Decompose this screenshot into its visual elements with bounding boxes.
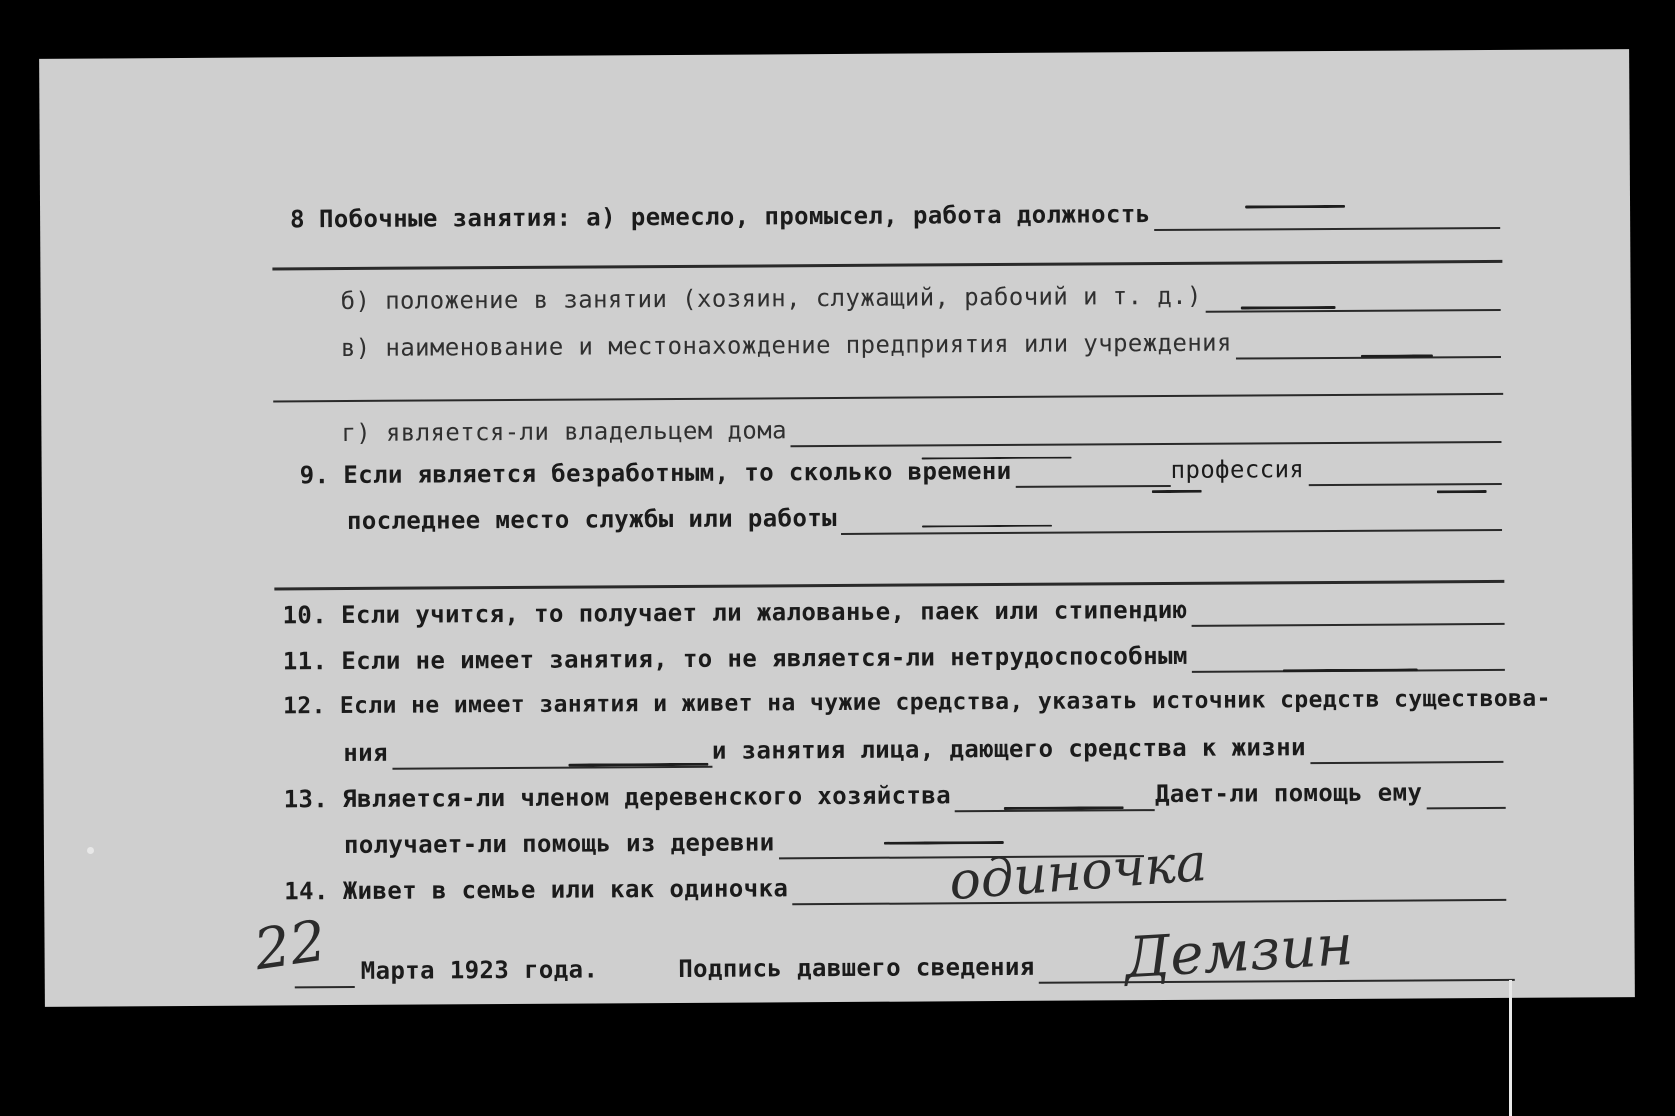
question-13a [284, 778, 1506, 825]
question-text: и занятия лица, дающего средства к жизни [711, 733, 1306, 765]
question-text: Если не имеет занятия и живет на чужие средства, указать источник средств существова- [339, 685, 1551, 720]
question-number: 14. [284, 877, 329, 906]
answer-line [791, 423, 1502, 447]
handwritten-day: 22 [250, 908, 331, 984]
answer-line [1191, 605, 1504, 627]
handwritten-answer-14: одиночка [947, 832, 1209, 913]
answer-line [1016, 467, 1171, 488]
question-text: получает-ли помощь из деревни [343, 828, 775, 860]
question-text: Если является безработным, то сколько времени [343, 456, 1012, 490]
answer-line [1310, 743, 1504, 764]
question-text: б) положение в занятии (хозяин, служащий, рабочий и т. д.) [340, 281, 1202, 316]
divider-line [274, 580, 1504, 591]
answer-dash [1361, 354, 1433, 357]
question-text: Живет в семье или как одиночка [342, 874, 789, 906]
signature-label: Подпись давшего сведения [678, 952, 1035, 983]
divider-line [273, 393, 1503, 403]
question-text: Если учится, то получает ли жалованье, паек или стипендию [340, 595, 1188, 630]
footer-date: Марта 1923 года. [360, 955, 599, 985]
question-11 [283, 640, 1505, 687]
question-8b [341, 280, 1501, 327]
question-9a [300, 454, 1502, 501]
question-number: 8 [290, 205, 306, 234]
question-14 [284, 870, 1506, 917]
question-number: 12. [282, 693, 326, 720]
faint-stamp-mark [692, 551, 703, 591]
punch-dot [87, 847, 94, 854]
answer-line [1154, 209, 1500, 231]
answer-line [392, 748, 712, 770]
questionnaire-card [39, 49, 1635, 1007]
question-10 [282, 594, 1504, 641]
question-number: 10. [282, 601, 328, 630]
question-text: профессия [1170, 455, 1305, 484]
divider-line [272, 260, 1502, 271]
answer-line [1426, 789, 1505, 809]
answer-dash [1152, 490, 1202, 493]
answer-line [1308, 465, 1502, 486]
question-12 [282, 685, 1551, 734]
question-9b [347, 500, 1502, 547]
answer-line [841, 511, 1502, 535]
answer-dash [1241, 306, 1336, 310]
question-number: 11. [282, 647, 328, 676]
edge-mark [1509, 980, 1512, 1116]
question-text: Дает-ли помощь ему [1154, 778, 1423, 809]
handwritten-signature: Демзин [1122, 912, 1355, 992]
question-text: г) является-ли владельцем дома [341, 416, 787, 448]
question-text: последнее место службы или работы [346, 504, 838, 535]
question-text: Побочные занятия: а) ремесло, промысел, работа должность [318, 200, 1151, 234]
day-line [295, 968, 355, 988]
question-text: Если не имеет занятия, то не является-ли нетрудоспособным [341, 641, 1188, 676]
question-12-continued [343, 732, 1503, 779]
answer-dash [1437, 490, 1487, 493]
question-8d [341, 412, 1501, 459]
question-text: Является-ли членом деревенского хозяйства [342, 781, 952, 814]
answer-dash [1245, 205, 1345, 209]
question-text: в) наименование и местонахождение предприятия или учреждения [340, 328, 1232, 363]
question-number: 9. [299, 461, 330, 490]
question-number: 13. [283, 785, 329, 814]
question-text: ния [343, 738, 389, 768]
question-8c [341, 327, 1501, 374]
